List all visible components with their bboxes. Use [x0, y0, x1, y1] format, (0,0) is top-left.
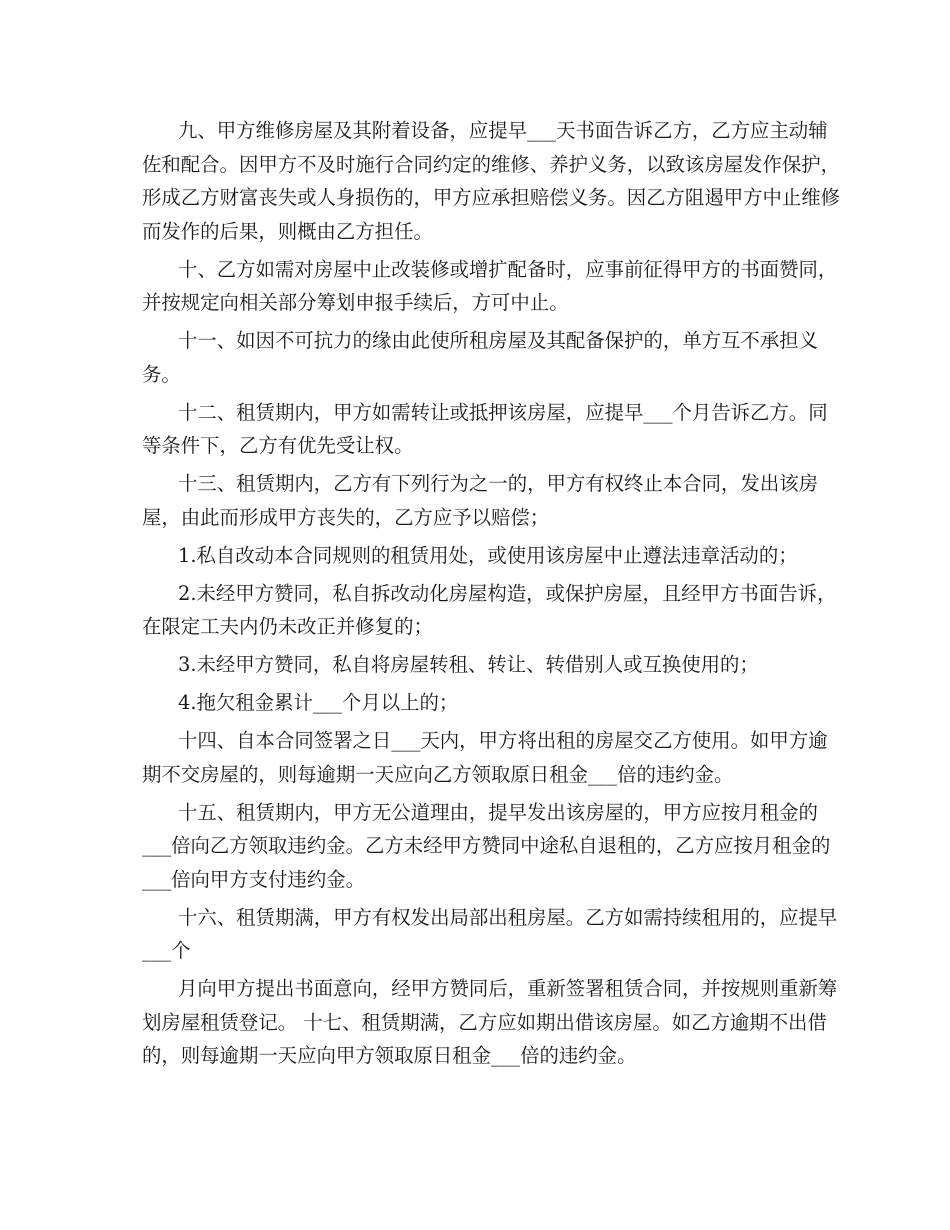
clause-13-line-1: 十三、租赁期内，乙方有下列行为之一的，甲方有权终止本合同，发出该房	[178, 472, 818, 495]
clause-13-item-1: 1.私自改动本合同规则的租赁用处，或使用该房屋中止遵法违章活动的；	[178, 543, 798, 567]
clause-9-line-3: 形成乙方财富丧失或人身损伤的，甲方应承担赔偿义务。因乙方阻遏甲方中止维修	[142, 186, 841, 209]
clause-17-line-2: 的，则每逾期一天应向甲方领取原日租金___倍的违约金。	[142, 1044, 637, 1067]
clause-13-item-3: 3.未经甲方赞同，私自将房屋转租、转让、转借别人或互换使用的；	[178, 653, 759, 676]
clause-16-line-1: 十六、租赁期满，甲方有权发出局部出租房屋。乙方如需持续租用的，应提早	[178, 905, 838, 929]
clause-15-line-1: 十五、租赁期内，甲方无公道理由，提早发出该房屋的，甲方应按月租金的	[178, 800, 818, 824]
clause-10-line-2: 并按规定向相关部分筹划申报手续后，方可中止。	[142, 291, 569, 314]
clause-12-line-1: 十二、租赁期内，甲方如需转让或抵押该房屋，应提早___个月告诉乙方。同	[178, 400, 828, 424]
clause-14-line-2: 期不交房屋的，则每逾期一天应向乙方领取原日租金___倍的违约金。	[142, 762, 734, 786]
clause-15-line-3: ___倍向甲方支付违约金。	[142, 867, 365, 891]
clause-16-line-3: 月向甲方提出书面意向，经甲方赞同后，重新签署租赁合同，并按规则重新筹	[178, 977, 838, 1000]
clause-13-item-2-line-2: 在限定工夫内仍未改正并修复的；	[142, 615, 433, 638]
clause-13-item-2-line-1: 2.未经甲方赞同，私自拆改动化房屋构造，或保护房屋，且经甲方书面告诉，	[178, 581, 837, 605]
clause-10-line-1: 十、乙方如需对房屋中止改装修或增扩配备时，应事前征得甲方的书面赞同，	[178, 257, 838, 281]
clause-16-17-line: 划房屋租赁登记。 十七、租赁期满，乙方应如期出借该房屋。如乙方逾期不出借	[142, 1010, 827, 1034]
clause-9-line-1: 九、甲方维修房屋及其附着设备，应提早___天书面告诉乙方，乙方应主动辅	[178, 119, 828, 142]
clause-9-line-4: 而发作的后果，则概由乙方担任。	[142, 219, 433, 243]
clause-11-line-1: 十一、如因不可抗力的缘由此使所租房屋及其配备保护的，单方互不承担义	[178, 329, 818, 352]
clause-16-line-2: ___个	[142, 939, 191, 962]
clause-13-item-4: 4.拖欠租金累计___个月以上的；	[178, 691, 459, 714]
clause-15-line-2: ___倍向乙方领取违约金。乙方未经甲方赞同中途私自退租的，乙方应按月租金的	[142, 834, 831, 857]
clause-9-line-2: 佐和配合。因甲方不及时施行合同约定的维修、养护义务，以致该房屋发作保护，	[142, 152, 841, 176]
clause-12-line-2: 等条件下，乙方有优先受让权。	[142, 434, 414, 457]
document-body	[142, 114, 841, 1073]
clause-13-line-2: 屋，由此而形成甲方丧失的，乙方应予以赔偿；	[142, 505, 550, 529]
clause-11-line-2: 务。	[142, 362, 181, 386]
clause-14-line-1: 十四、自本合同签署之日___天内，甲方将出租的房屋交乙方使用。如甲方逾	[178, 729, 828, 752]
